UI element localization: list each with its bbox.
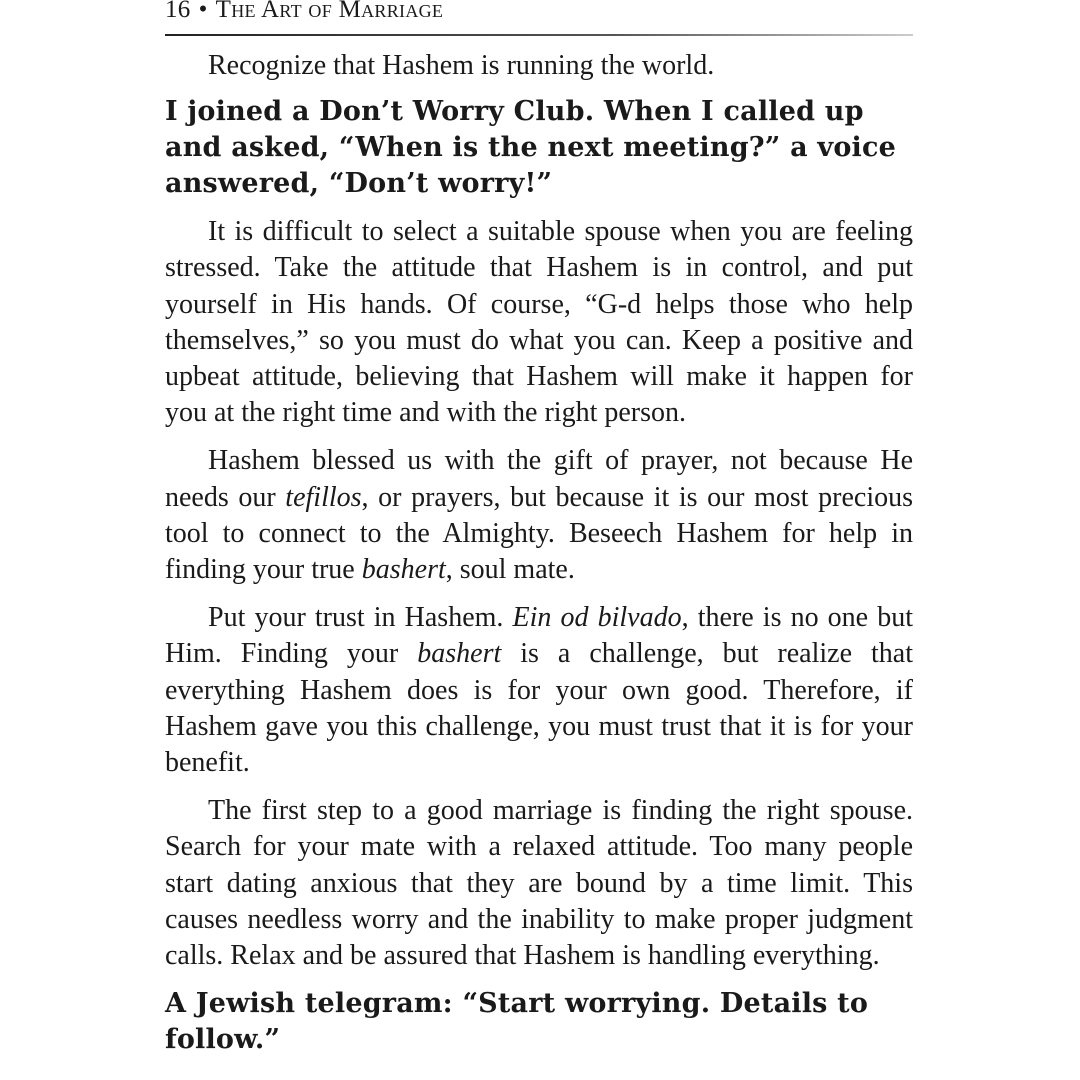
paragraph-recognize: Recognize that Hashem is running the world. — [208, 50, 715, 81]
page-number: 16 — [165, 0, 191, 23]
italic-term-ein-od-bilvado: Ein od bilvado — [512, 602, 682, 634]
text-run: Put your trust in Hashem. — [208, 602, 513, 634]
paragraph-first-step: The first step to a good marriage is finding the right spouse. Search for your mate with a relaxed attitude. Too many people start dating anxious that they are bound by a time limit. This causes needless worry and the inability to make proper judgment calls. Relax and be assured that Hashem is handling everything. — [165, 795, 913, 972]
paragraph-stressed: It is difficult to select a suitable spouse when you are feeling stressed. Take the attitude that Hashem is in control, and put yourself in His hands. Of course, “G-d helps those who help themselves,” so you must do what you can. Keep a positive and upbeat attitude, believing that Hashem will make it happen for you at the right time and with the right person. — [165, 216, 913, 429]
italic-term-tefillos: tefillos — [285, 481, 362, 513]
italic-term-bashert: bashert — [417, 638, 502, 670]
text-run: , or prayers, but because it is our most precious tool to connect to the Almighty. Beseech Hashem for help in finding your true — [165, 481, 913, 586]
text-run: , soul mate. — [445, 554, 575, 586]
italic-term-bashert: bashert — [361, 554, 446, 586]
running-head — [165, 0, 913, 33]
page-content — [165, 48, 913, 1070]
text-run: Hashem blessed us with the gift of prayer, not because He needs our — [165, 445, 913, 513]
paragraph-trust — [165, 600, 913, 781]
header-rule — [165, 34, 913, 36]
joke-jewish-telegram: A Jewish telegram: “Start worrying. Details to follow.” — [165, 988, 869, 1056]
book-title: The Art of Marriage — [215, 0, 444, 23]
text-run: , there is no one but Him. Finding your — [165, 602, 914, 670]
text-run: is a challenge, but realize that everything Hashem does is for your own good. Therefore, if Hashem gave you this challenge, you must trust that it is for your benefit. — [165, 638, 914, 779]
header-separator: • — [198, 0, 208, 23]
book-page — [165, 0, 913, 1080]
joke-dont-worry-club: I joined a Don’t Worry Club. When I called up and asked, “When is the next meeting?” a voice answered, “Don’t worry!” — [165, 96, 897, 200]
paragraph-prayer — [165, 443, 913, 588]
